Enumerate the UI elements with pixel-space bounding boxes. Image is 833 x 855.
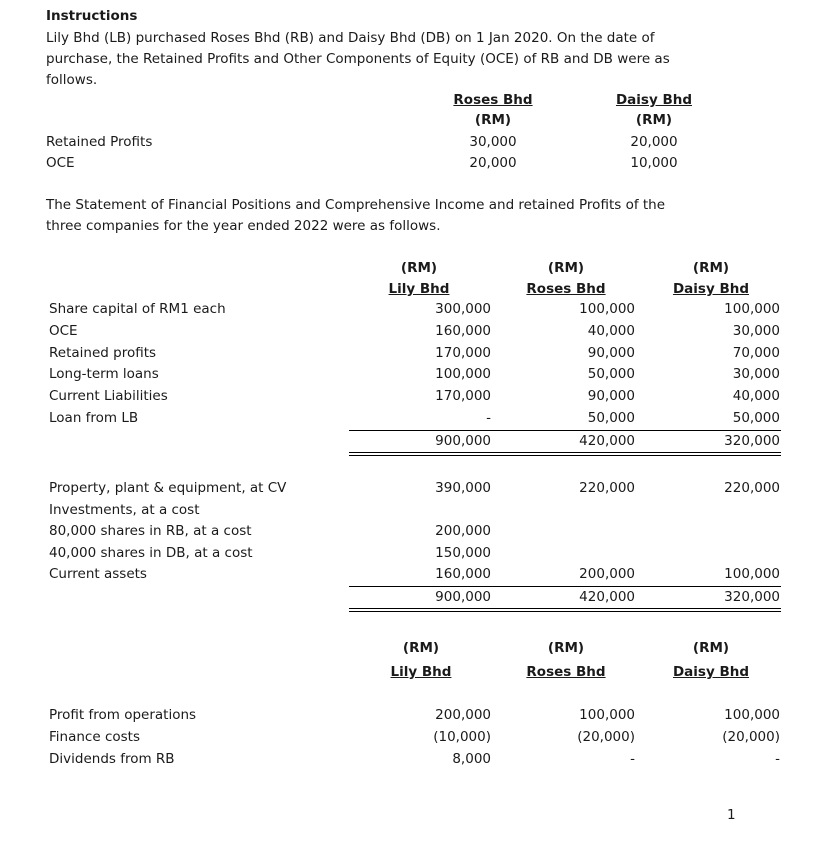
sofp-header-lb-name: Lily Bhd	[388, 281, 450, 297]
sofp-cell-db: 50,000	[732, 410, 780, 426]
soci-cell-lb: 200,000	[435, 707, 491, 723]
sofp-cell-rb: 50,000	[587, 410, 635, 426]
soci-cell-rb: (20,000)	[577, 729, 635, 745]
soci-header-lb-name: Lily Bhd	[390, 664, 452, 680]
sofp-header-lb-unit: (RM)	[400, 260, 438, 276]
sofp-cell-lb: 170,000	[435, 388, 491, 404]
total-double-rule	[349, 452, 781, 453]
sofp-cell-rb: 50,000	[587, 366, 635, 382]
sofp-cell-lb: 160,000	[435, 566, 491, 582]
sofp-cell-db: 100,000	[724, 566, 780, 582]
sofp-cell-lb: 300,000	[435, 301, 491, 317]
soci-cell-rb: 100,000	[579, 707, 635, 723]
sofp-cell-db: 70,000	[732, 345, 780, 361]
sofp-total2-lb: 900,000	[435, 589, 491, 605]
sofp-total1-db: 320,000	[724, 433, 780, 449]
instructions-line: purchase, the Retained Profits and Other Components of Equity (OCE) of RB and DB were as	[46, 51, 670, 67]
soci-header-db-unit: (RM)	[692, 640, 730, 656]
page-number: 1	[727, 807, 736, 823]
total-top-rule	[349, 586, 781, 587]
sofp-cell-db: 30,000	[732, 366, 780, 382]
sofp-row-label: Current Liabilities	[49, 388, 168, 404]
soci-header-lb-unit: (RM)	[402, 640, 440, 656]
intro-line: The Statement of Financial Positions and Comprehensive Income and retained Profits of the	[46, 197, 666, 213]
sofp-row-label: Current assets	[49, 566, 147, 582]
sofp-cell-rb: 100,000	[579, 301, 635, 317]
sofp-cell-rb: 90,000	[587, 388, 635, 404]
sofp-cell-rb: 90,000	[587, 345, 635, 361]
soci-cell-db: (20,000)	[722, 729, 780, 745]
acq-row-label: Retained Profits	[46, 134, 153, 150]
sofp-cell-rb: 40,000	[587, 323, 635, 339]
sofp-row-label: Investments, at a cost	[49, 502, 200, 518]
sofp-cell-lb: 160,000	[435, 323, 491, 339]
sofp-cell-db: 100,000	[724, 301, 780, 317]
soci-cell-lb: 8,000	[452, 751, 491, 767]
acq-header-rb-name: Roses Bhd	[453, 92, 533, 108]
soci-row-label: Finance costs	[49, 729, 140, 745]
soci-header-rb-unit: (RM)	[547, 640, 585, 656]
sofp-total1-lb: 900,000	[435, 433, 491, 449]
sofp-cell-rb: 220,000	[579, 480, 635, 496]
total-double-rule	[349, 611, 781, 612]
acq-row-label: OCE	[46, 155, 75, 171]
soci-row-label: Dividends from RB	[49, 751, 175, 767]
instructions-line: Lily Bhd (LB) purchased Roses Bhd (RB) and Daisy Bhd (DB) on 1 Jan 2020. On the date of	[46, 30, 655, 46]
sofp-header-db-name: Daisy Bhd	[672, 281, 750, 297]
sofp-intro-paragraph	[46, 195, 746, 237]
sofp-cell-db: 220,000	[724, 480, 780, 496]
sofp-header-rb-unit: (RM)	[547, 260, 585, 276]
intro-line: three companies for the year ended 2022 were as follows.	[46, 218, 441, 234]
sofp-cell-lb: 200,000	[435, 523, 491, 539]
sofp-cell-db: 40,000	[732, 388, 780, 404]
sofp-row-label: OCE	[49, 323, 78, 339]
total-double-rule	[349, 455, 781, 456]
acq-row-rb: 30,000	[469, 134, 517, 150]
acq-header-rb-unit: (RM)	[474, 112, 512, 128]
acq-header-db-name: Daisy Bhd	[615, 92, 693, 108]
acq-header-db-unit: (RM)	[635, 112, 673, 128]
soci-cell-rb: -	[630, 751, 635, 767]
sofp-cell-lb: 170,000	[435, 345, 491, 361]
acq-row-db: 10,000	[630, 155, 678, 171]
instructions-heading: Instructions	[46, 8, 138, 24]
sofp-row-label: Share capital of RM1 each	[49, 301, 226, 317]
soci-header-db-name: Daisy Bhd	[672, 664, 750, 680]
sofp-row-label: 80,000 shares in RB, at a cost	[49, 523, 252, 539]
sofp-total2-db: 320,000	[724, 589, 780, 605]
acq-row-db: 20,000	[630, 134, 678, 150]
sofp-total2-rb: 420,000	[579, 589, 635, 605]
soci-cell-lb: (10,000)	[433, 729, 491, 745]
sofp-cell-rb: 200,000	[579, 566, 635, 582]
sofp-row-label: Property, plant & equipment, at CV	[49, 480, 287, 496]
sofp-row-label: 40,000 shares in DB, at a cost	[49, 545, 253, 561]
acq-row-rb: 20,000	[469, 155, 517, 171]
soci-cell-db: 100,000	[724, 707, 780, 723]
sofp-cell-lb: 150,000	[435, 545, 491, 561]
sofp-total1-rb: 420,000	[579, 433, 635, 449]
soci-row-label: Profit from operations	[49, 707, 197, 723]
sofp-row-label: Retained profits	[49, 345, 157, 361]
sofp-cell-lb: 390,000	[435, 480, 491, 496]
total-top-rule	[349, 430, 781, 431]
soci-cell-db: -	[775, 751, 780, 767]
sofp-row-label: Long-term loans	[49, 366, 159, 382]
sofp-header-rb-name: Roses Bhd	[526, 281, 606, 297]
instructions-paragraph	[46, 28, 746, 91]
sofp-cell-db: 30,000	[732, 323, 780, 339]
sofp-cell-lb: -	[486, 410, 491, 426]
sofp-header-db-unit: (RM)	[692, 260, 730, 276]
sofp-row-label: Loan from LB	[49, 410, 139, 426]
soci-header-rb-name: Roses Bhd	[526, 664, 606, 680]
total-double-rule	[349, 608, 781, 609]
instructions-line: follows.	[46, 72, 98, 88]
sofp-cell-lb: 100,000	[435, 366, 491, 382]
